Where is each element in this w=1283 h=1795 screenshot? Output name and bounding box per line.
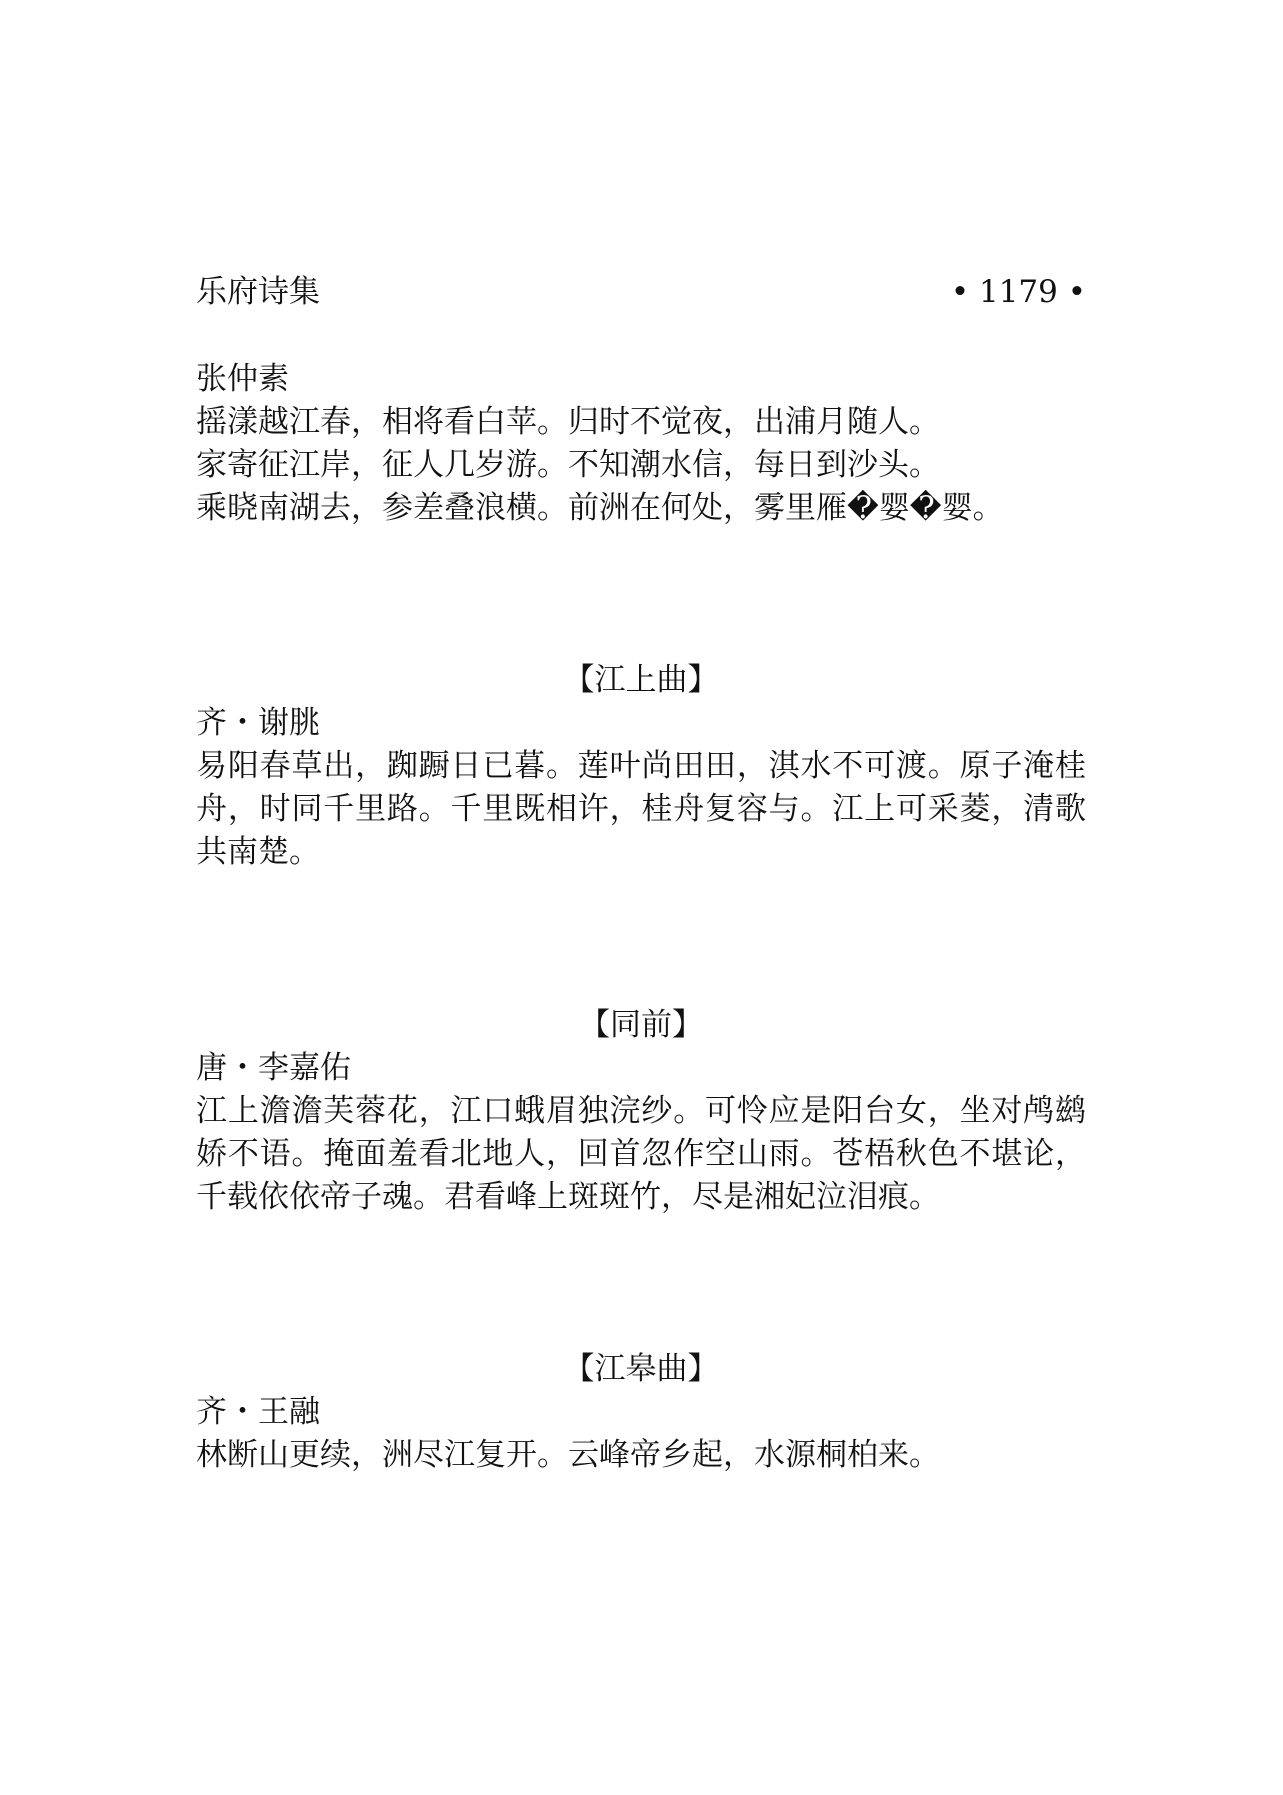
poem-body: 易阳春草出，踟蹰日已暮。莲叶尚田田，淇水不可渡。原子淹桂舟，时同千里路。千里既相许，桂舟复容与。江上可采菱，清歌共南楚。 <box>196 748 1086 870</box>
poem-section <box>196 358 1086 530</box>
poem-author: 张仲素 <box>196 361 289 397</box>
book-title: 乐府诗集 <box>196 274 320 310</box>
poem-author: 齐・王融 <box>196 1394 320 1430</box>
poem-line: 摇漾越江春，相将看白苹。归时不觉夜，出浦月随人。 <box>196 404 940 440</box>
page-number: • 1179 • <box>950 274 1086 310</box>
poem-line: 乘晓南湖去，参差叠浪横。前洲在何处，雾里雁�婴�婴。 <box>196 490 1004 526</box>
document-page <box>196 0 1086 1795</box>
poem-author: 齐・谢朓 <box>196 705 320 741</box>
poem-section <box>196 1004 1086 1219</box>
poem-section <box>196 1348 1086 1477</box>
poem-body: 林断山更续，洲尽江复开。云峰帝乡起，水源桐柏来。 <box>196 1437 940 1473</box>
poem-author: 唐・李嘉佑 <box>196 1050 351 1086</box>
poem-body: 江上澹澹芙蓉花，江口蛾眉独浣纱。可怜应是阳台女，坐对鸬鹚娇不语。掩面羞看北地人，回首忽作空山雨。苍梧秋色不堪论，千载依依帝子魂。君看峰上斑斑竹，尽是湘妃泣泪痕。 <box>196 1093 1086 1215</box>
section-title: 【同前】 <box>579 1007 703 1043</box>
poem-line: 家寄征江岸，征人几岁游。不知潮水信，每日到沙头。 <box>196 447 940 483</box>
section-title: 【江皋曲】 <box>563 1351 719 1387</box>
poem-section <box>196 659 1086 874</box>
section-title: 【江上曲】 <box>563 662 719 698</box>
page-header <box>196 270 1086 314</box>
